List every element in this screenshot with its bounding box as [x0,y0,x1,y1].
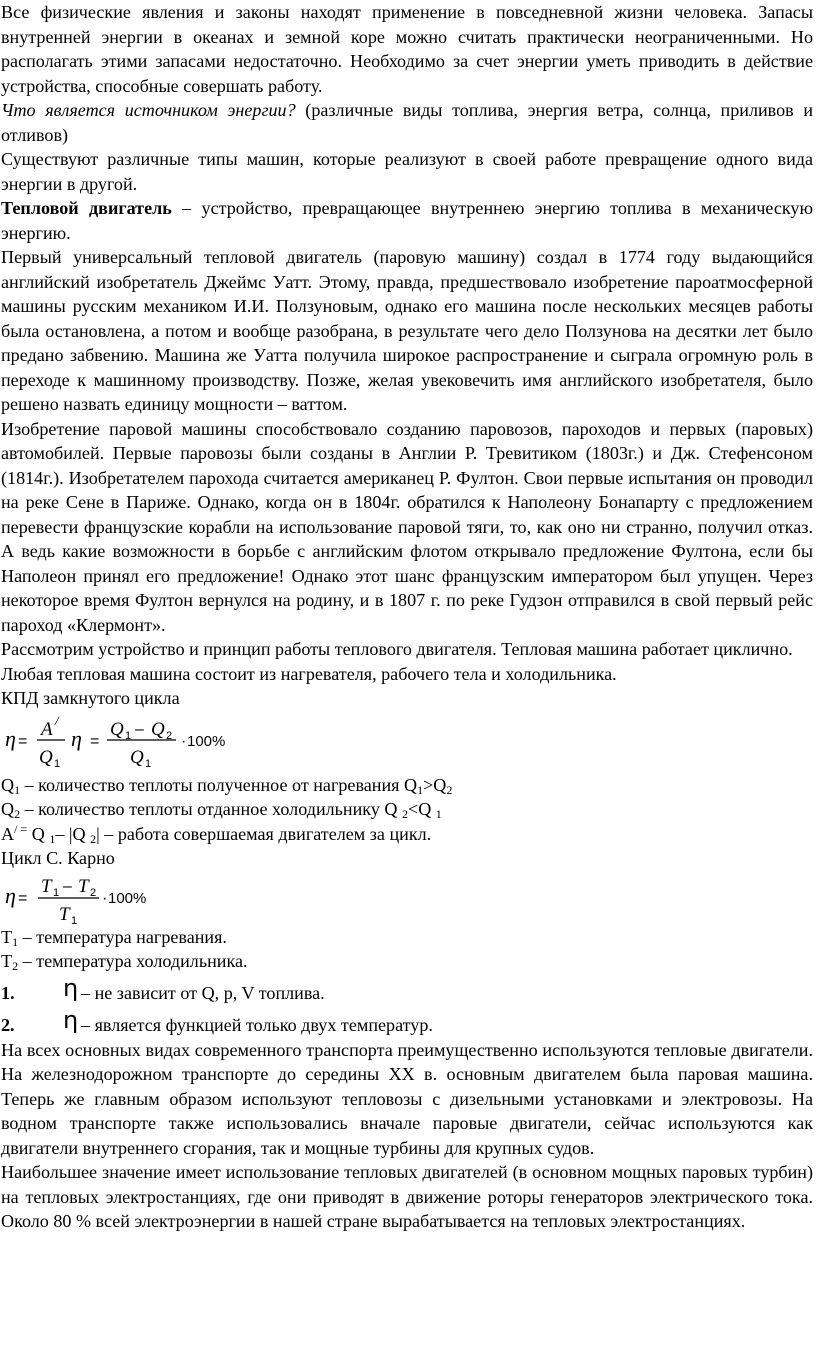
heat-engine-def-text: – устройство, превращающее внутреннею энергию топлива в механическую энергию. [1,198,813,243]
q1-rel-sub1: 1 [417,782,424,797]
q2-rel: <Q [407,799,436,819]
heat-in-symbol-2: Q [110,718,124,740]
work-def-text3: | – работа совершаемая двигателем за цикл. [96,823,432,844]
heat-engine-definition [1,196,813,245]
work-def-sub2: 2 [90,831,97,846]
list-item-text: – не зависит от Q, p, V топлива. [81,983,325,1003]
times-sign: · [181,732,187,750]
carnot-heading: Цикл С. Карно [1,848,115,868]
carnot-equals: = [18,889,28,907]
work-definition [1,822,813,847]
transport-paragraph: На всех основных видах современного транспорта преимущественно используются тепловые двигатели. На железнодорожном транспорте до середины XX в. основным двигателем была паровая машина. Теперь же главным образом используют тепловозы с дизельными установками и электровозы. На водном транспорте также использовались вначале паровые двигатели, сейчас используются как двигатели внутреннего сгорания, так и мощные турбины для крупных судов. [1,1039,813,1158]
list-item-eta: η [63,973,79,1002]
t1-symbol: T [1,926,13,947]
work-symbol: A [41,718,53,740]
q2-rel-sub2: 1 [435,807,442,821]
heat-in-sub-3: 1 [145,757,152,770]
list-item-text: – является функцией только двух температур. [81,1015,433,1035]
energy-source-paragraph [1,98,813,147]
q1-rel: >Q [423,774,447,795]
carnot-hundred-percent: 100% [108,889,147,907]
q1-definition [1,773,813,798]
t2-sub: 2 [12,959,19,973]
list-item-number: 2. [1,1015,15,1035]
list-item [1,1006,813,1038]
carnot-t1-den-sub: 1 [71,914,78,925]
list-item-eta: η [63,1005,79,1034]
engine-principle-paragraph: Рассмотрим устройство и принцип работы теплового двигателя. Тепловая машина работает циклично. [1,639,793,659]
q1-sub: 1 [14,782,21,797]
q1-text: – количество теплоты полученное от нагревания Q [20,774,418,795]
carnot-t1-sub: 1 [53,886,60,899]
q2-text: – количество теплоты отданное холодильнику Q [20,799,402,819]
heat-engine-term: Тепловой двигатель [1,198,172,218]
steam-transport-paragraph: Изобретение паровой машины способствовало созданию паровозов, пароходов и первых (паровых) автомобилей. Первые паровозы были созданы в Англии Р. Тревитиком (1803г.) и Дж. Стефенсоном (1814г.). Изобретателем парохода считается американец Р. Фултон. Свои первые испытания он проводил на реке Сене в Париже. Однако, когда он в 1804г. обратился к Наполеону Бонапарту с предложением перевести французские корабли на использование паровой тяги, то, как оно ни странно, получил отказ. А ведь какие возможности в борьбе с английским флотом открывало предложение Фултона, если бы Наполеон принял его предложение! Однако этот шанс французским императором был упущен. Через некоторое время Фултон вернулся на родину, и в 1807 г. по реке Гудзон отправился в свой первый рейс пароход «Клермонт». [1,418,813,635]
efficiency-heading: КПД замкнутого цикла [1,688,180,708]
work-def-sup: / = [14,821,28,836]
q2-rel-sub1: 2 [401,807,408,821]
carnot-t1: T [41,875,52,897]
t1-definition [1,925,813,950]
q1-rel-sub2: 2 [446,782,453,797]
q2-sub: 2 [14,807,21,821]
work-def-text1: Q [27,823,50,844]
heat-out-symbol: Q [151,718,165,740]
efficiency-formula [1,713,813,773]
power-plants-paragraph: Наибольшее значение имеет использование тепловых двигателей (в основном мощных паровых турбин) на тепловых электростанциях, где они приводят в движение роторы генераторов электрического тока. Около 80 % всей электроэнергии в нашей стране вырабатывается на тепловых электростанциях. [1,1162,813,1231]
energy-source-question: Что является источником энергии? [1,100,296,120]
carnot-t2-sub: 2 [90,886,97,899]
eta-symbol-2: η [71,725,82,751]
watt-history-paragraph: Первый универсальный тепловой двигатель (паровую машину) создал в 1774 году выдающийся английский изобретатель Джеймс Уатт. Этому, правда, предшествовало изобретение пароатмосферной машины русским механиком И.И. Ползуновым, однако его машина после нескольких месяцев работы была остановлена, а потом и вообще разобрана, в результате чего дело Ползунова на десятки лет было предано забвению. Машина же Уатта получила широкое распространение и сыграла огромную роль в переходе к машинному производству. Позже, желая увековечить имя английского изобретателя, было решено назвать единицу мощности – ваттом. [1,247,813,414]
eta-symbol: η [5,725,16,751]
engine-parts-paragraph: Любая тепловая машина состоит из нагревателя, рабочего тела и холодильника. [1,663,617,684]
t1-text: – температура нагревания. [18,926,227,947]
t2-symbol: T [1,951,13,971]
work-def-sub1: 1 [49,831,56,846]
q2-symbol: Q [1,799,15,819]
machines-paragraph: Существуют различные типы машин, которые реализуют в своей работе превращение одного вида энергии в другой. [1,149,813,194]
hundred-percent: 100% [187,732,226,750]
t2-definition [1,949,813,974]
list-item-number: 1. [1,983,15,1003]
work-def-text2: – |Q [55,823,91,844]
energy-source-answer: (различные виды топлива, энергия ветра, солнца, приливов и отливов) [1,100,814,145]
carnot-t2: T [78,875,89,897]
carnot-times: · [102,889,108,907]
t2-text: – температура холодильника. [18,951,248,971]
work-def-symbol: A [1,823,15,844]
heat-in-symbol-3: Q [130,746,144,768]
carnot-t1-den: T [59,903,70,925]
t1-sub: 1 [12,934,19,949]
intro-paragraph: Все физические явления и законы находят применение в повседневной жизни человека. Запасы внутренней энергии в океанах и земной коре можно считать практически неограниченными. Но располагать этими запасами недостаточно. Необходимо за счет энергии уметь приводить в действие устройства, способные совершать работу. [1,2,813,96]
carnot-minus: – [63,877,72,895]
q1-symbol: Q [1,774,15,795]
heat-out-sub: 2 [166,729,173,742]
carnot-eta: η [5,882,16,908]
equals-sign: = [18,732,28,750]
minus-sign: – [135,720,144,738]
q2-definition [1,797,813,822]
heat-in-sub: 1 [54,757,61,770]
work-prime: / [55,712,59,728]
heat-in-sub-2: 1 [125,729,132,742]
equals-sign-2: = [90,732,100,750]
carnot-formula [1,875,813,925]
heat-in-symbol: Q [39,746,53,768]
list-item [1,974,813,1006]
